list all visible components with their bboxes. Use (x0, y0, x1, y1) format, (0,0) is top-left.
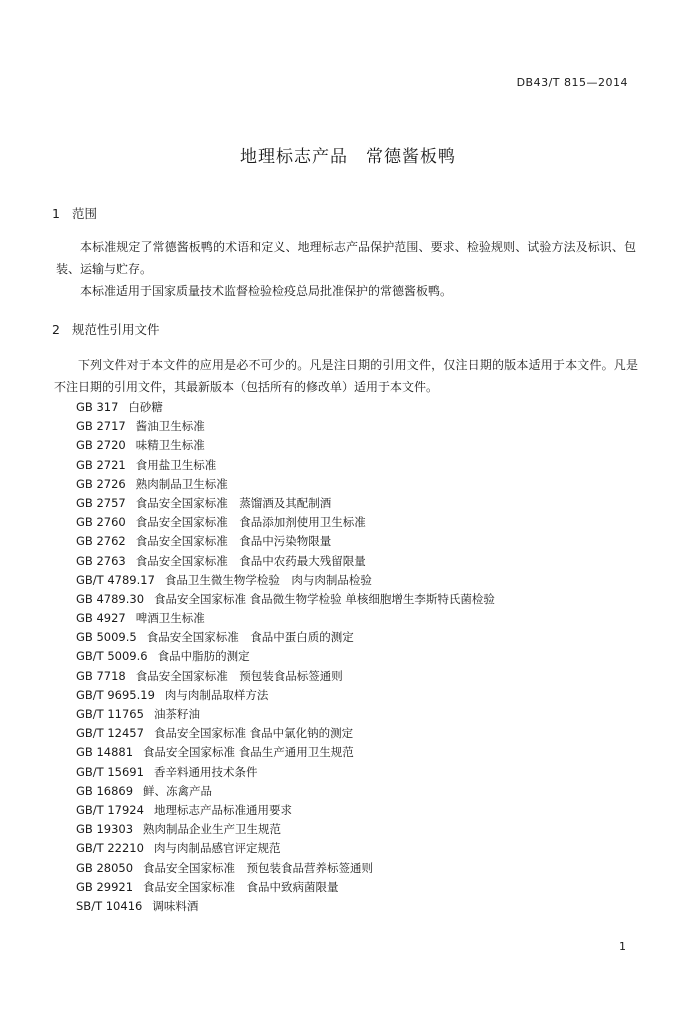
reference-item (76, 743, 495, 762)
section-2-number: 2 (52, 322, 60, 337)
reference-item (76, 398, 495, 417)
reference-name: 味精卫生标准 (135, 438, 205, 453)
section-2-intro: 下列文件对于本文件的应用是必不可少的。凡是注日期的引用文件，仅注日期的版本适用于本文件。凡是不注日期的引用文件，其最新版本（包括所有的修改单）适用于本文件。 (54, 358, 638, 394)
reference-name: 鲜、冻禽产品 (143, 783, 213, 798)
reference-name: 食品安全国家标准 蒸馏酒及其配制酒 (135, 495, 332, 510)
reference-name: 食品安全国家标准 食品微生物学检验 单核细胞增生李斯特氏菌检验 (154, 591, 495, 606)
reference-code: GB/T 22210 (76, 841, 144, 856)
reference-code: GB/T 17924 (76, 802, 144, 817)
reference-item (76, 436, 495, 455)
reference-code: GB 4789.30 (76, 591, 145, 606)
reference-item (76, 897, 495, 916)
reference-name: 白砂糖 (128, 400, 163, 414)
section-1-number: 1 (52, 206, 60, 221)
reference-code: GB 317 (76, 400, 119, 414)
reference-item (76, 667, 495, 686)
reference-name: 熟肉制品企业生产卫生规范 (143, 822, 282, 837)
reference-name: 食品中脂肪的测定 (157, 649, 250, 664)
reference-name: 油茶籽油 (153, 707, 200, 721)
reference-code: GB/T 12457 (76, 726, 144, 741)
reference-code: GB/T 9695.19 (76, 687, 155, 702)
page-number: 1 (619, 940, 626, 953)
reference-code: GB 2717 (76, 419, 126, 434)
reference-item (76, 571, 495, 590)
reference-code: GB 2726 (76, 476, 126, 491)
section-1-paragraph-1: 本标准规定了常德酱板鸭的术语和定义、地理标志产品保护范围、要求、检验规则、试验方法及标识、包装、运输与贮存。 (56, 240, 636, 276)
reference-code: GB 2762 (76, 534, 126, 549)
reference-item (76, 456, 495, 475)
reference-item (76, 417, 495, 436)
reference-code: GB 16869 (76, 783, 134, 798)
reference-name: 食品安全国家标准 食品中农药最大残留限量 (135, 553, 366, 568)
reference-code: GB 2720 (76, 438, 126, 453)
reference-item (76, 801, 495, 820)
reference-item (76, 705, 495, 724)
reference-name: 香辛料通用技术条件 (153, 764, 258, 779)
reference-name: 食品卫生微生物学检验 肉与肉制品检验 (164, 572, 372, 587)
reference-code: GB/T 4789.17 (76, 572, 155, 587)
reference-name: 地理标志产品标准通用要求 (153, 802, 292, 817)
reference-code: GB 28050 (76, 860, 134, 875)
reference-name: 食用盐卫生标准 (135, 457, 217, 472)
reference-name: 食品安全国家标准 食品添加剂使用卫生标准 (135, 515, 366, 530)
reference-code: GB 14881 (76, 745, 134, 760)
reference-item (76, 724, 495, 743)
reference-name: 食品安全国家标准 食品中污染物限量 (135, 534, 332, 549)
reference-item (76, 859, 495, 878)
reference-name: 啤酒卫生标准 (135, 611, 205, 626)
section-2-title: 规范性引用文件 (72, 322, 160, 337)
standard-code: DB43/T 815—2014 (516, 76, 628, 89)
reference-item (76, 686, 495, 705)
reference-code: GB/T 15691 (76, 764, 144, 779)
section-1-title: 范围 (72, 206, 98, 221)
reference-code: GB 5009.5 (76, 630, 137, 645)
reference-item (76, 513, 495, 532)
reference-code: GB 2763 (76, 553, 126, 568)
reference-item (76, 475, 495, 494)
reference-item (76, 494, 495, 513)
document-title: 地理标志产品 常德酱板鸭 (240, 147, 456, 167)
reference-item (76, 820, 495, 839)
reference-name: 食品安全国家标准 食品中蛋白质的测定 (146, 630, 354, 645)
reference-code: GB 2721 (76, 457, 126, 472)
reference-item (76, 552, 495, 571)
reference-code: GB 7718 (76, 668, 126, 683)
reference-name: 熟肉制品卫生标准 (135, 476, 228, 491)
reference-name: 肉与肉制品感官评定规范 (153, 841, 281, 856)
section-2-heading (52, 320, 160, 338)
reference-item (76, 590, 495, 609)
section-1-paragraph-2: 本标准适用于国家质量技术监督检验检疫总局批准保护的常德酱板鸭。 (80, 284, 453, 298)
reference-item (76, 609, 495, 628)
reference-item (76, 628, 495, 647)
reference-code: GB/T 11765 (76, 707, 144, 721)
reference-item (76, 532, 495, 551)
reference-code: GB 2760 (76, 515, 126, 530)
reference-code: GB/T 5009.6 (76, 649, 148, 664)
reference-item (76, 782, 495, 801)
reference-code: GB 4927 (76, 611, 126, 626)
reference-name: 食品安全国家标准 食品生产通用卫生规范 (143, 745, 354, 760)
reference-item (76, 878, 495, 897)
reference-item (76, 763, 495, 782)
reference-item (76, 647, 495, 666)
reference-name: 食品安全国家标准 食品中氯化钠的测定 (153, 726, 354, 741)
reference-name: 食品安全国家标准 预包装食品标签通则 (135, 668, 343, 683)
reference-list (76, 398, 495, 916)
reference-code: SB/T 10416 (76, 898, 143, 913)
reference-name: 食品安全国家标准 食品中致病菌限量 (143, 879, 339, 894)
reference-name: 酱油卫生标准 (135, 419, 205, 434)
reference-code: GB 2757 (76, 495, 126, 510)
reference-name: 调味料酒 (152, 898, 199, 913)
reference-name: 肉与肉制品取样方法 (164, 687, 269, 702)
reference-item (76, 839, 495, 858)
reference-name: 食品安全国家标准 预包装食品营养标签通则 (143, 860, 374, 875)
reference-code: GB 29921 (76, 879, 134, 894)
reference-code: GB 19303 (76, 822, 134, 837)
section-1-heading (52, 204, 97, 222)
